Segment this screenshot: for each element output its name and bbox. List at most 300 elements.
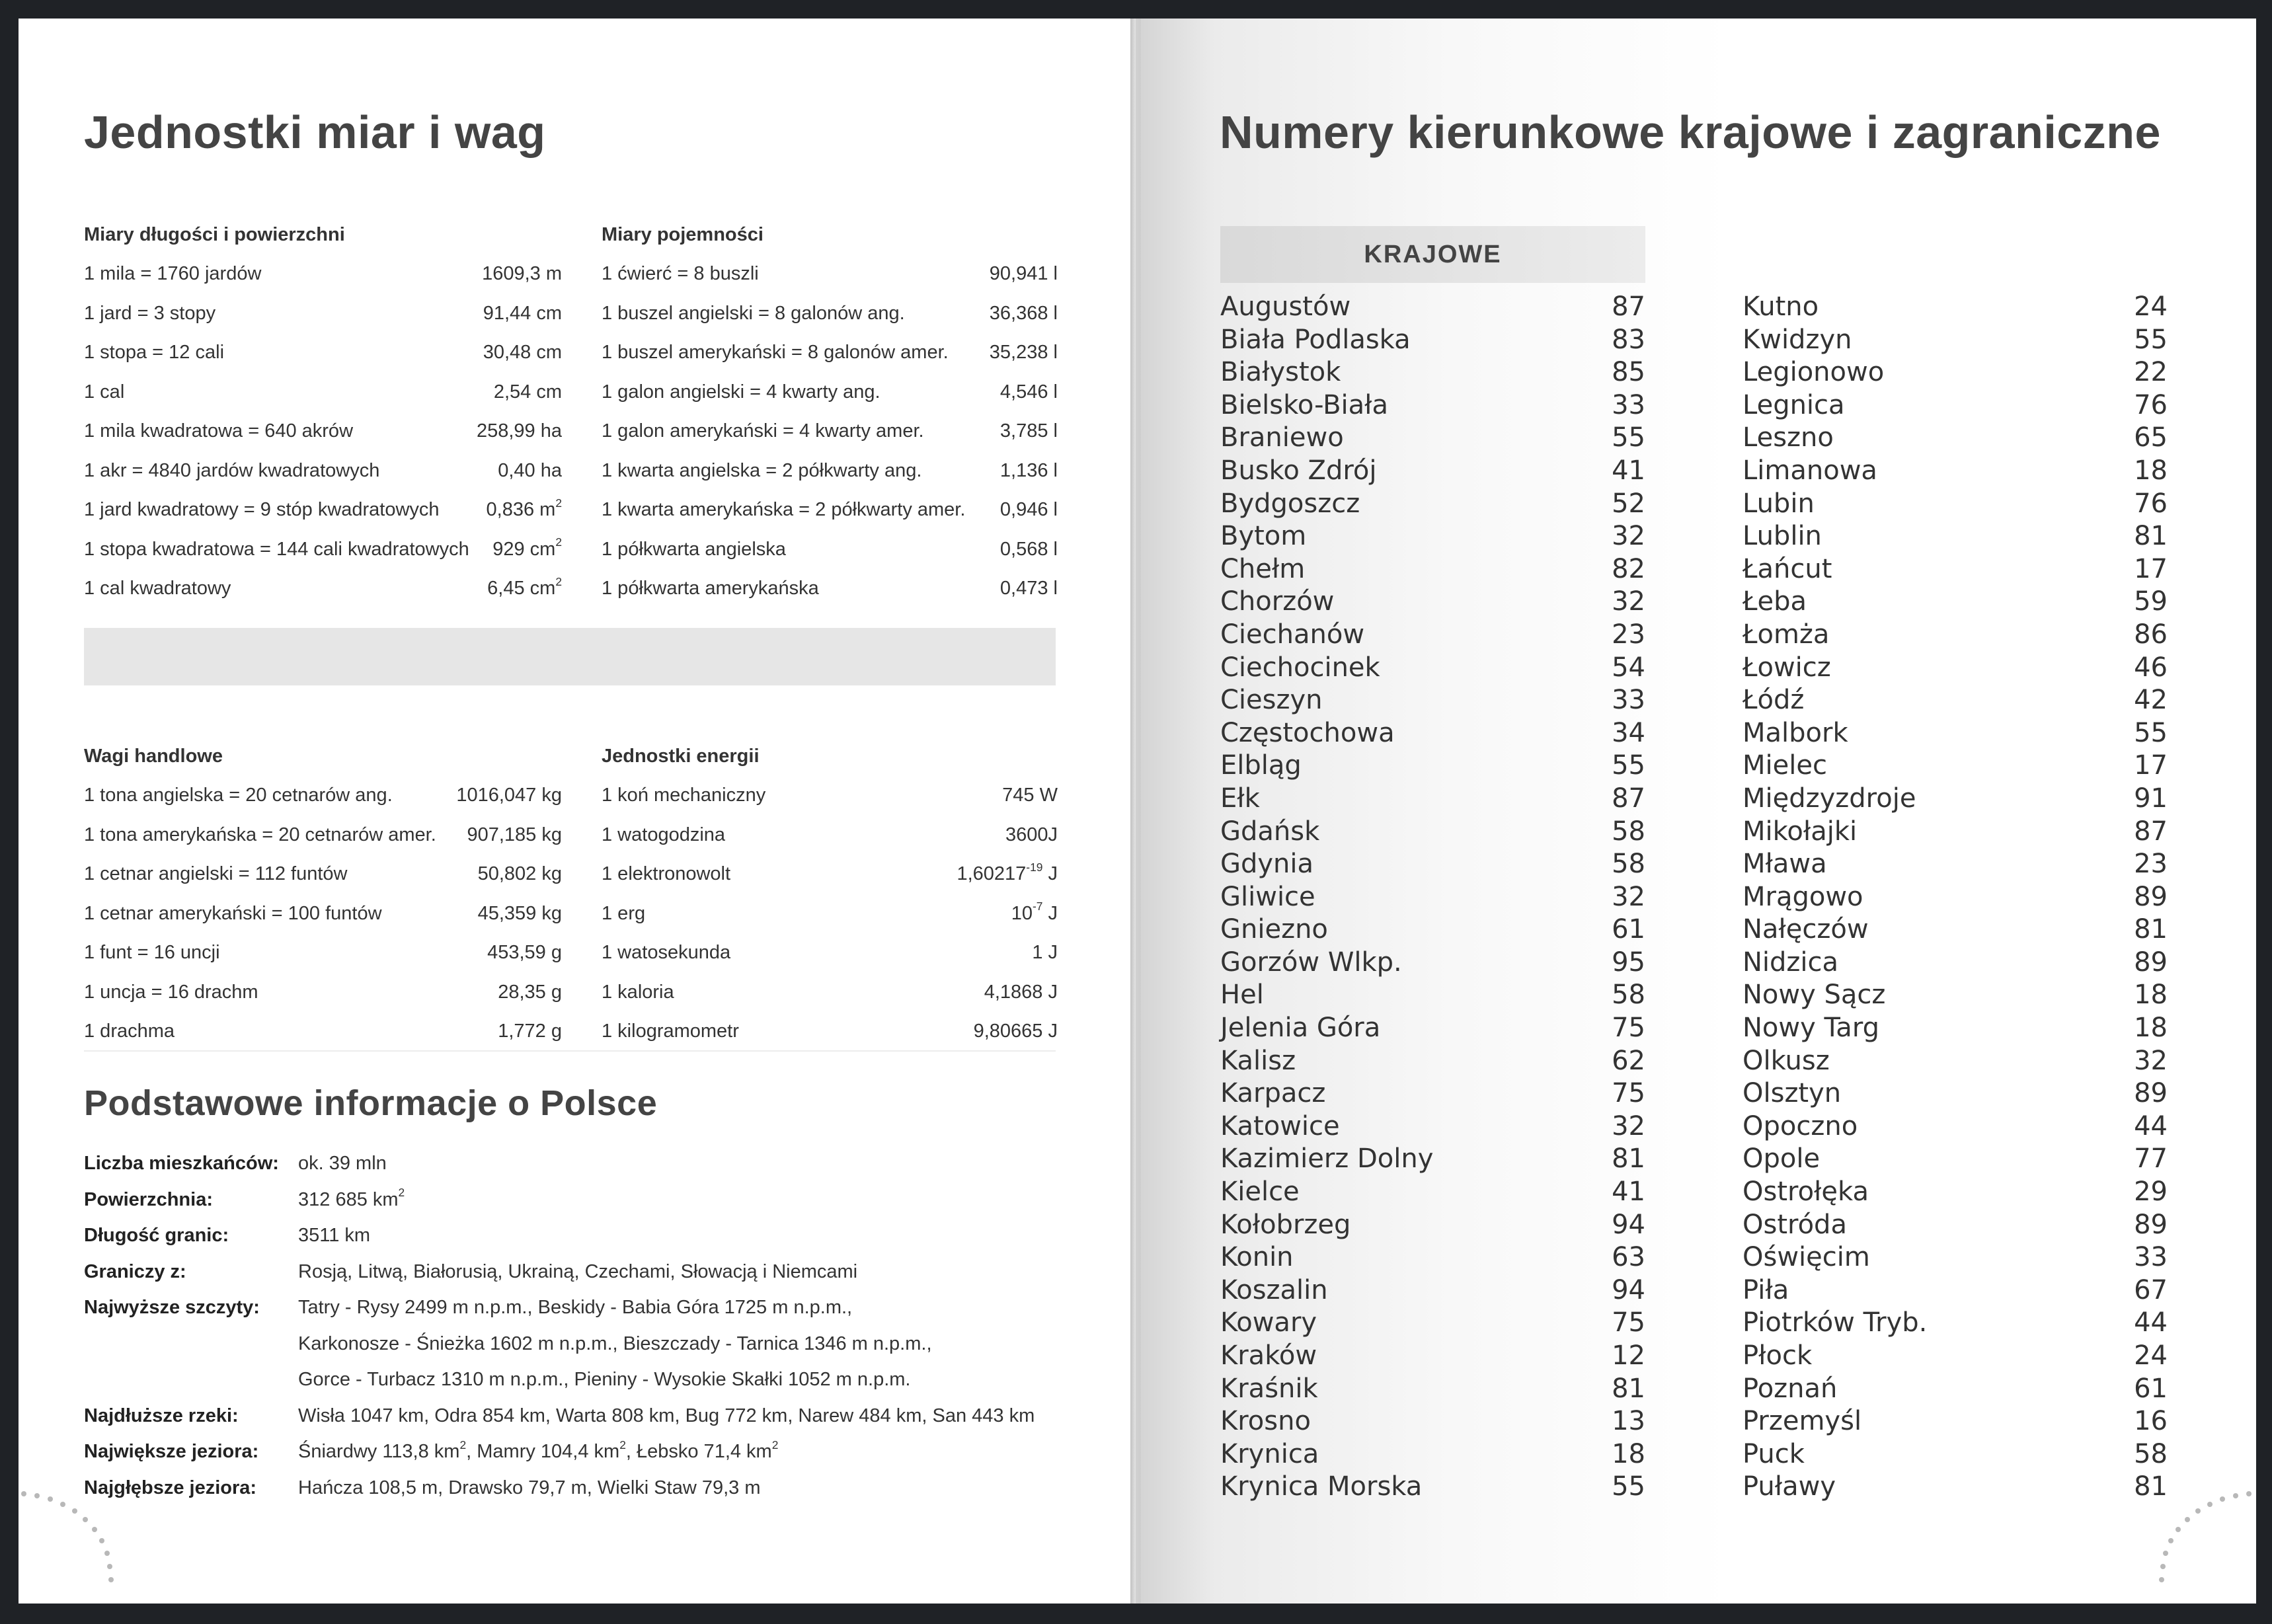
area-code-row bbox=[1743, 816, 2168, 849]
value-text: 453,59 g bbox=[487, 942, 562, 963]
area-code: 89 bbox=[2134, 1078, 2168, 1109]
area-code: 34 bbox=[1612, 717, 1645, 748]
area-code-row bbox=[1220, 816, 1645, 849]
domestic-section-header: KRAJOWE bbox=[1220, 226, 1645, 283]
area-code-row bbox=[1743, 1012, 2168, 1045]
table-row bbox=[602, 855, 1058, 894]
area-code: 44 bbox=[2134, 1307, 2168, 1338]
area-code-row bbox=[1220, 488, 1645, 521]
area-code-row bbox=[1743, 783, 2168, 816]
city-name: Ostrołęka bbox=[1743, 1177, 1869, 1208]
row-value bbox=[477, 412, 562, 451]
capacity-table bbox=[602, 215, 1058, 609]
city-name: Łowicz bbox=[1743, 652, 1831, 683]
area-code: 18 bbox=[2134, 980, 2168, 1011]
area-code-row bbox=[1220, 619, 1645, 652]
info-value bbox=[298, 1362, 911, 1398]
area-code: 32 bbox=[1612, 1110, 1645, 1141]
energy-table-header: Jednostki energii bbox=[602, 746, 760, 767]
units-title: Jednostki miar i wag bbox=[84, 106, 546, 158]
city-name: Busko Zdrój bbox=[1220, 455, 1377, 486]
area-code: 13 bbox=[1612, 1406, 1645, 1437]
area-code: 62 bbox=[1612, 1045, 1645, 1076]
value-text: Śniardwy 113,8 km bbox=[298, 1441, 460, 1462]
info-value bbox=[298, 1470, 760, 1506]
value-exponent: 2 bbox=[398, 1186, 405, 1200]
row-label: 1 tona angielska = 20 cetnarów ang. bbox=[84, 785, 393, 806]
area-code-row bbox=[1220, 684, 1645, 717]
city-name: Biała Podlaska bbox=[1220, 324, 1411, 355]
table-row bbox=[602, 1012, 1058, 1052]
row-value bbox=[990, 254, 1058, 294]
area-code: 86 bbox=[2134, 619, 2168, 650]
row-label: 1 półkwarta angielska bbox=[602, 538, 786, 560]
table-row bbox=[84, 569, 562, 609]
city-name: Olsztyn bbox=[1743, 1078, 1842, 1109]
separator-band bbox=[84, 628, 1056, 685]
info-row bbox=[84, 1218, 1076, 1254]
area-code-row bbox=[1220, 1274, 1645, 1307]
area-code-row bbox=[1743, 422, 2168, 455]
city-name: Krynica bbox=[1220, 1438, 1319, 1469]
info-label: Liczba mieszkańców: bbox=[84, 1153, 279, 1174]
area-code-row bbox=[1743, 1340, 2168, 1373]
value-text: 258,99 ha bbox=[476, 420, 562, 442]
area-code-row bbox=[1743, 324, 2168, 357]
area-code: 16 bbox=[2134, 1406, 2168, 1437]
corner-dots-left bbox=[19, 1487, 151, 1619]
city-name: Kowary bbox=[1220, 1307, 1317, 1338]
area-code: 75 bbox=[1612, 1013, 1645, 1044]
area-code-row bbox=[1220, 1176, 1645, 1209]
row-value bbox=[498, 451, 562, 491]
city-name: Puck bbox=[1743, 1438, 1805, 1469]
table-row bbox=[84, 894, 562, 934]
area-code-row bbox=[1220, 389, 1645, 422]
area-code-row bbox=[1743, 619, 2168, 652]
city-name: Międzyzdroje bbox=[1743, 783, 1916, 814]
area-code: 81 bbox=[2134, 914, 2168, 945]
area-code-row bbox=[1743, 1045, 2168, 1078]
city-name: Opoczno bbox=[1743, 1110, 1858, 1141]
table-row bbox=[84, 451, 562, 491]
area-code: 77 bbox=[2134, 1143, 2168, 1175]
city-name: Malbork bbox=[1743, 717, 1848, 748]
area-code-row bbox=[1220, 1241, 1645, 1274]
city-name: Piotrków Tryb. bbox=[1743, 1307, 1928, 1338]
row-label: 1 ćwierć = 8 buszli bbox=[602, 263, 759, 284]
area-code-row bbox=[1743, 291, 2168, 324]
row-label: 1 watosekunda bbox=[602, 942, 731, 963]
corner-dots-right bbox=[2122, 1487, 2254, 1619]
row-label: 1 watogodzina bbox=[602, 824, 726, 845]
row-label: 1 erg bbox=[602, 902, 646, 924]
area-code: 81 bbox=[2134, 1471, 2168, 1502]
area-code-row bbox=[1743, 717, 2168, 750]
value-exponent: 2 bbox=[555, 496, 562, 510]
city-name: Oświęcim bbox=[1743, 1242, 1870, 1273]
area-code-row bbox=[1743, 750, 2168, 783]
area-code: 12 bbox=[1612, 1340, 1645, 1371]
row-label: 1 cetnar angielski = 112 funtów bbox=[84, 863, 348, 884]
city-name: Elbląg bbox=[1220, 750, 1302, 781]
area-code-row bbox=[1743, 1471, 2168, 1504]
area-code: 67 bbox=[2134, 1274, 2168, 1305]
city-name: Kołobrzeg bbox=[1220, 1209, 1351, 1240]
city-name: Limanowa bbox=[1743, 455, 1877, 486]
energy-table bbox=[602, 736, 1058, 1052]
area-code: 55 bbox=[1612, 1471, 1645, 1502]
row-label: 1 jard = 3 stopy bbox=[84, 302, 216, 324]
info-value bbox=[298, 1434, 778, 1470]
city-name: Lubin bbox=[1743, 488, 1815, 519]
value-text: 0,40 ha bbox=[498, 459, 562, 481]
value-text: 312 685 km bbox=[298, 1188, 399, 1210]
area-code-row bbox=[1743, 356, 2168, 389]
area-code-row bbox=[1220, 455, 1645, 488]
value-text: ok. 39 mln bbox=[298, 1153, 387, 1174]
table-row bbox=[84, 254, 562, 294]
value-exponent: -19 bbox=[1026, 860, 1043, 874]
area-code: 32 bbox=[1612, 586, 1645, 617]
city-name: Łeba bbox=[1743, 586, 1807, 617]
value-exponent: 2 bbox=[555, 574, 562, 588]
value-text: 0,836 m bbox=[486, 499, 556, 520]
area-code: 32 bbox=[1612, 881, 1645, 912]
value-text: 28,35 g bbox=[498, 981, 562, 1003]
area-code-row bbox=[1743, 1209, 2168, 1242]
info-value bbox=[298, 1145, 387, 1182]
area-code-row bbox=[1743, 1405, 2168, 1438]
city-name: Kalisz bbox=[1220, 1045, 1296, 1076]
city-name: Łańcut bbox=[1743, 553, 1832, 584]
value-text: , Łebsko 71,4 km bbox=[625, 1441, 772, 1462]
value-text: 45,359 kg bbox=[477, 902, 562, 924]
row-label: 1 drachma bbox=[84, 1021, 175, 1042]
info-value bbox=[298, 1218, 370, 1254]
row-label: 1 galon angielski = 4 kwarty ang. bbox=[602, 381, 881, 403]
area-code-row bbox=[1743, 1274, 2168, 1307]
value-text: 3600J bbox=[1005, 824, 1058, 845]
info-value bbox=[298, 1182, 405, 1218]
table-row bbox=[602, 816, 1058, 855]
weights-table-header: Wagi handlowe bbox=[84, 746, 223, 767]
table-row bbox=[602, 490, 1058, 530]
value-text: Hańcza 108,5 m, Drawsko 79,7 m, Wielki Staw 79,3 m bbox=[298, 1477, 761, 1498]
area-code-row bbox=[1220, 1438, 1645, 1471]
area-code: 91 bbox=[2134, 783, 2168, 814]
area-code-row bbox=[1220, 1307, 1645, 1340]
area-code: 94 bbox=[1612, 1209, 1645, 1240]
value-exponent: -7 bbox=[1032, 900, 1043, 913]
info-label: Najgłębsze jeziora: bbox=[84, 1477, 257, 1498]
area-code-row bbox=[1743, 1307, 2168, 1340]
area-code: 63 bbox=[1612, 1242, 1645, 1273]
area-code-row bbox=[1220, 979, 1645, 1012]
area-code: 81 bbox=[2134, 521, 2168, 552]
info-value bbox=[298, 1326, 932, 1362]
city-name: Krosno bbox=[1220, 1406, 1311, 1437]
table-row bbox=[84, 933, 562, 973]
value-base: 10 bbox=[1011, 902, 1033, 924]
row-label: 1 elektronowolt bbox=[602, 863, 731, 884]
row-value bbox=[487, 933, 562, 973]
city-name: Bielsko-Biała bbox=[1220, 389, 1389, 420]
area-code: 61 bbox=[1612, 914, 1645, 945]
row-value bbox=[1005, 816, 1058, 855]
city-name: Gorzów Wlkp. bbox=[1220, 947, 1402, 978]
city-name: Hel bbox=[1220, 980, 1264, 1011]
area-code: 42 bbox=[2134, 685, 2168, 716]
row-label: 1 kwarta amerykańska = 2 półkwarty amer. bbox=[602, 499, 966, 520]
area-code: 55 bbox=[2134, 717, 2168, 748]
area-code-row bbox=[1220, 717, 1645, 750]
row-label: 1 cal bbox=[84, 381, 125, 403]
area-code-row bbox=[1743, 520, 2168, 553]
info-value bbox=[298, 1254, 857, 1290]
capacity-table-header: Miary pojemności bbox=[602, 224, 764, 245]
table-row bbox=[602, 776, 1058, 816]
area-code: 44 bbox=[2134, 1110, 2168, 1141]
city-name: Mielec bbox=[1743, 750, 1827, 781]
row-label: 1 galon amerykański = 4 kwarty amer. bbox=[602, 420, 924, 442]
city-name: Ciechocinek bbox=[1220, 652, 1380, 683]
area-code-row bbox=[1220, 356, 1645, 389]
row-value bbox=[990, 333, 1058, 373]
city-name: Nałęczów bbox=[1743, 914, 1869, 945]
city-name: Kazimierz Dolny bbox=[1220, 1143, 1434, 1175]
info-label: Graniczy z: bbox=[84, 1260, 186, 1282]
area-code: 18 bbox=[2134, 455, 2168, 486]
city-name: Łódź bbox=[1743, 685, 1805, 716]
info-row bbox=[84, 1362, 1076, 1398]
value-text: 0,946 l bbox=[999, 499, 1058, 520]
value-text: 3511 km bbox=[298, 1225, 371, 1246]
area-code-row bbox=[1743, 455, 2168, 488]
area-code: 55 bbox=[1612, 750, 1645, 781]
info-row bbox=[84, 1434, 1076, 1470]
table-row bbox=[602, 412, 1058, 451]
city-name: Kraśnik bbox=[1220, 1373, 1318, 1404]
area-code-row bbox=[1743, 652, 2168, 685]
value-text: Karkonosze - Śnieżka 1602 m n.p.m., Bieszczady - Tarnica 1346 m n.p.m., bbox=[298, 1333, 932, 1354]
area-code: 41 bbox=[1612, 455, 1645, 486]
city-name: Kraków bbox=[1220, 1340, 1317, 1371]
value-text: 907,185 kg bbox=[467, 824, 562, 845]
value-text: 30,48 cm bbox=[483, 342, 562, 363]
value-text: 6,45 cm bbox=[487, 578, 556, 599]
info-row bbox=[84, 1290, 1076, 1326]
value-base: 1,60217 bbox=[957, 863, 1027, 884]
area-code: 24 bbox=[2134, 1340, 2168, 1371]
area-code-row bbox=[1220, 291, 1645, 324]
city-name: Koszalin bbox=[1220, 1274, 1328, 1305]
table-row bbox=[84, 530, 562, 570]
city-name: Olkusz bbox=[1743, 1045, 1830, 1076]
city-name: Katowice bbox=[1220, 1110, 1340, 1141]
row-value bbox=[487, 490, 562, 530]
row-value bbox=[482, 254, 562, 294]
city-name: Ciechanów bbox=[1220, 619, 1365, 650]
area-code: 58 bbox=[1612, 816, 1645, 847]
area-code: 41 bbox=[1612, 1177, 1645, 1208]
poland-info bbox=[84, 1145, 1076, 1506]
city-name: Konin bbox=[1220, 1242, 1294, 1273]
area-code: 58 bbox=[1612, 980, 1645, 1011]
row-value bbox=[990, 294, 1058, 334]
row-value bbox=[1000, 530, 1058, 570]
area-codes-title: Numery kierunkowe krajowe i zagraniczne bbox=[1220, 106, 2161, 158]
info-row bbox=[84, 1254, 1076, 1290]
area-code: 17 bbox=[2134, 750, 2168, 781]
city-name: Augustów bbox=[1220, 291, 1351, 322]
info-label: Powierzchnia: bbox=[84, 1188, 213, 1210]
table-row bbox=[602, 973, 1058, 1013]
city-name: Nowy Sącz bbox=[1743, 980, 1886, 1011]
area-code: 58 bbox=[2134, 1438, 2168, 1469]
city-name: Płock bbox=[1743, 1340, 1813, 1371]
row-label: 1 funt = 16 uncji bbox=[84, 942, 220, 963]
area-code: 75 bbox=[1612, 1307, 1645, 1338]
area-code-row bbox=[1743, 553, 2168, 586]
row-label: 1 buszel amerykański = 8 galonów amer. bbox=[602, 342, 949, 363]
area-code-row bbox=[1743, 1143, 2168, 1176]
row-value bbox=[974, 1012, 1058, 1052]
row-label: 1 kilogramometr bbox=[602, 1021, 739, 1042]
area-code: 87 bbox=[1612, 291, 1645, 322]
area-code: 24 bbox=[2134, 291, 2168, 322]
row-label: 1 kwarta angielska = 2 półkwarty ang. bbox=[602, 459, 922, 481]
area-code-row bbox=[1743, 848, 2168, 881]
area-code: 54 bbox=[1612, 652, 1645, 683]
row-label: 1 tona amerykańska = 20 cetnarów amer. bbox=[84, 824, 436, 845]
area-code-row bbox=[1220, 1045, 1645, 1078]
poland-title: Podstawowe informacje o Polsce bbox=[84, 1083, 658, 1123]
city-name: Karpacz bbox=[1220, 1078, 1326, 1109]
value-text: 91,44 cm bbox=[483, 302, 562, 324]
value-text: 4,1868 J bbox=[984, 981, 1058, 1003]
area-code: 87 bbox=[1612, 783, 1645, 814]
value-text: Tatry - Rysy 2499 m n.p.m., Beskidy - Babia Góra 1725 m n.p.m., bbox=[298, 1297, 853, 1318]
area-code: 58 bbox=[1612, 849, 1645, 880]
row-value bbox=[984, 973, 1058, 1013]
area-code: 46 bbox=[2134, 652, 2168, 683]
area-code-row bbox=[1743, 1110, 2168, 1143]
area-code: 89 bbox=[2134, 881, 2168, 912]
value-text: 90,941 l bbox=[989, 263, 1058, 284]
area-code: 22 bbox=[2134, 357, 2168, 388]
area-code: 55 bbox=[1612, 422, 1645, 453]
table-row bbox=[602, 333, 1058, 373]
row-value bbox=[492, 530, 562, 570]
city-name: Częstochowa bbox=[1220, 717, 1395, 748]
value-text: 35,238 l bbox=[989, 342, 1058, 363]
area-code-row bbox=[1220, 1340, 1645, 1373]
table-row bbox=[602, 894, 1058, 934]
area-code-row bbox=[1220, 553, 1645, 586]
area-code: 81 bbox=[1612, 1143, 1645, 1175]
table-row bbox=[84, 373, 562, 412]
area-code-row bbox=[1743, 979, 2168, 1012]
area-code-row bbox=[1743, 1373, 2168, 1406]
area-code-row bbox=[1743, 913, 2168, 947]
area-code: 85 bbox=[1612, 357, 1645, 388]
area-code-row bbox=[1220, 1143, 1645, 1176]
city-name: Opole bbox=[1743, 1143, 1821, 1175]
area-code-row bbox=[1220, 422, 1645, 455]
value-text: 745 W bbox=[1002, 785, 1058, 806]
row-label: 1 półkwarta amerykańska bbox=[602, 578, 819, 599]
value-text: 1 J bbox=[1032, 942, 1058, 963]
area-code: 94 bbox=[1612, 1274, 1645, 1305]
value-text: 1,136 l bbox=[999, 459, 1058, 481]
row-value bbox=[478, 894, 562, 934]
area-code: 76 bbox=[2134, 488, 2168, 519]
info-value bbox=[298, 1290, 852, 1326]
area-code-row bbox=[1743, 1077, 2168, 1110]
row-label: 1 kaloria bbox=[602, 981, 674, 1003]
city-name: Gliwice bbox=[1220, 881, 1315, 912]
info-label: Długość granic: bbox=[84, 1225, 229, 1246]
row-value bbox=[478, 855, 562, 894]
value-unit: J bbox=[1042, 863, 1058, 884]
city-name: Białystok bbox=[1220, 357, 1341, 388]
city-name: Piła bbox=[1743, 1274, 1789, 1305]
city-name: Gdynia bbox=[1220, 849, 1314, 880]
row-value bbox=[456, 776, 562, 816]
area-code-row bbox=[1220, 586, 1645, 619]
area-code: 65 bbox=[2134, 422, 2168, 453]
row-label: 1 buszel angielski = 8 galonów ang. bbox=[602, 302, 905, 324]
area-code-row bbox=[1220, 1471, 1645, 1504]
table-row bbox=[602, 451, 1058, 491]
book-spine bbox=[1130, 19, 1141, 1604]
area-code: 95 bbox=[1612, 947, 1645, 978]
row-label: 1 stopa = 12 cali bbox=[84, 342, 225, 363]
area-code: 89 bbox=[2134, 1209, 2168, 1240]
area-code: 55 bbox=[2134, 324, 2168, 355]
city-name: Przemyśl bbox=[1743, 1406, 1862, 1437]
city-name: Bytom bbox=[1220, 521, 1307, 552]
city-name: Kutno bbox=[1743, 291, 1819, 322]
value-text: , Mamry 104,4 km bbox=[466, 1441, 620, 1462]
area-code: 59 bbox=[2134, 586, 2168, 617]
city-name: Ostróda bbox=[1743, 1209, 1847, 1240]
area-code-row bbox=[1220, 324, 1645, 357]
area-code-row bbox=[1743, 1176, 2168, 1209]
row-value bbox=[467, 816, 562, 855]
city-name: Mława bbox=[1743, 849, 1827, 880]
area-code: 52 bbox=[1612, 488, 1645, 519]
info-row bbox=[84, 1398, 1076, 1434]
area-code: 81 bbox=[1612, 1373, 1645, 1404]
table-row bbox=[84, 412, 562, 451]
table-row bbox=[602, 569, 1058, 609]
table-row bbox=[84, 294, 562, 334]
row-value bbox=[1011, 894, 1058, 934]
value-text: 929 cm bbox=[492, 538, 556, 560]
area-code: 33 bbox=[1612, 685, 1645, 716]
value-text: 9,80665 J bbox=[973, 1021, 1058, 1042]
row-label: 1 uncja = 16 drachm bbox=[84, 981, 258, 1003]
row-value bbox=[483, 333, 562, 373]
area-code: 61 bbox=[2134, 1373, 2168, 1404]
city-name: Bydgoszcz bbox=[1220, 488, 1360, 519]
area-code: 23 bbox=[2134, 849, 2168, 880]
table-row bbox=[602, 373, 1058, 412]
row-value bbox=[1000, 373, 1058, 412]
area-code-row bbox=[1220, 881, 1645, 914]
